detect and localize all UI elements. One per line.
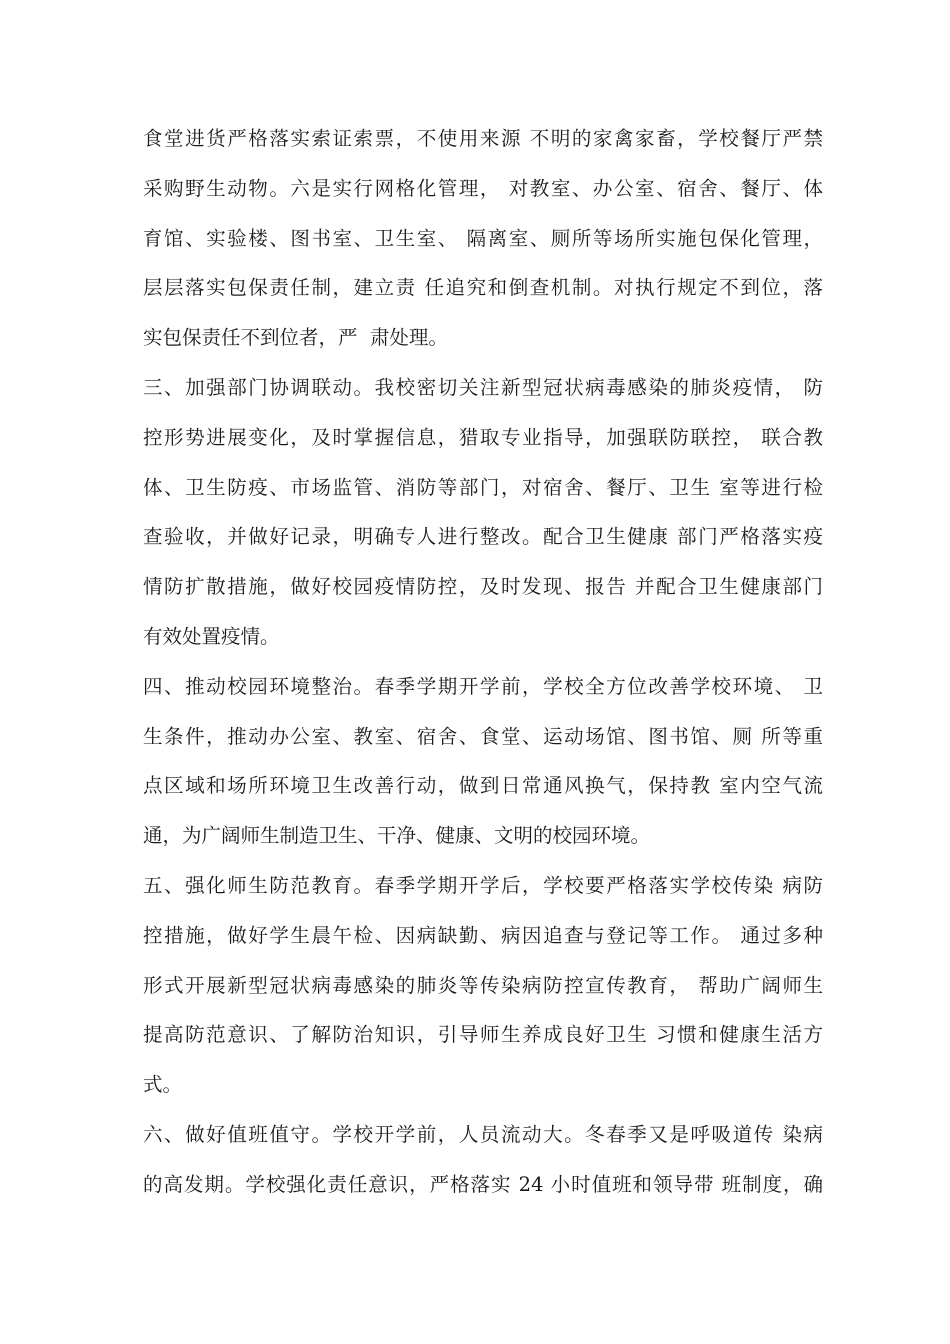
text-line-10: 情防扩散措施，做好校园疫情防控，及时发现、报告 并配合卫生健康部门 [143, 575, 823, 599]
text-line-17: 控措施，做好学生晨午检、因病缺勤、病因追查与登记等工作。 通过多种 [143, 923, 823, 947]
text-line-20: 式。 [143, 1073, 183, 1097]
text-line-15: 通，为广阔师生制造卫生、干净、健康、文明的校园环境。 [143, 824, 651, 848]
document-body [143, 122, 823, 1218]
text-line-13: 生条件，推动办公室、教室、宿舍、食堂、运动场馆、图书馆、厕 所等重 [143, 724, 823, 748]
text-line-21: 六、做好值班值守。学校开学前，人员流动大。冬春季又是呼吸道传 染病 [143, 1122, 823, 1146]
text-line-22: 的高发期。学校强化责任意识，严格落实 24 小时值班和领导带 班制度，确 [143, 1172, 823, 1196]
text-line-4: 层层落实包保责任制，建立责 任追究和倒查机制。对执行规定不到位，落 [143, 276, 823, 300]
text-line-18: 形式开展新型冠状病毒感染的肺炎等传染病防控宣传教育， 帮助广阔师生 [143, 973, 823, 997]
text-line-7: 控形势进展变化，及时掌握信息，猎取专业指导，加强联防联控， 联合教 [143, 425, 823, 449]
text-line-16: 五、强化师生防范教育。春季学期开学后，学校要严格落实学校传染 病防 [143, 873, 823, 897]
text-line-9: 查验收，并做好记录，明确专人进行整改。配合卫生健康 部门严格落实疫 [143, 525, 823, 549]
text-line-1: 食堂进货严格落实索证索票，不使用来源 不明的家禽家畜，学校餐厅严禁 [143, 127, 823, 150]
text-line-2: 采购野生动物。六是实行网格化管理， 对教室、办公室、宿舍、餐厅、体 [143, 176, 823, 200]
text-line-12: 四、推动校园环境整治。春季学期开学前，学校全方位改善学校环境、 卫 [143, 674, 823, 698]
text-line-8: 体、卫生防疫、市场监管、消防等部门，对宿舍、餐厅、卫生 室等进行检 [143, 475, 823, 499]
text-line-11: 有效处置疫情。 [143, 624, 280, 648]
text-line-19: 提高防范意识、了解防治知识，引导师生养成良好卫生 习惯和健康生活方 [143, 1023, 823, 1047]
text-line-3: 育馆、实验楼、图书室、卫生室、 隔离室、厕所等场所实施包保化管理， [143, 226, 823, 250]
text-line-5: 实包保责任不到位者，严 肃处理。 [143, 326, 448, 350]
text-line-6: 三、加强部门协调联动。我校密切关注新型冠状病毒感染的肺炎疫情， 防 [143, 375, 823, 399]
text-line-14: 点区域和场所环境卫生改善行动，做到日常通风换气，保持教 室内空气流 [143, 774, 823, 798]
